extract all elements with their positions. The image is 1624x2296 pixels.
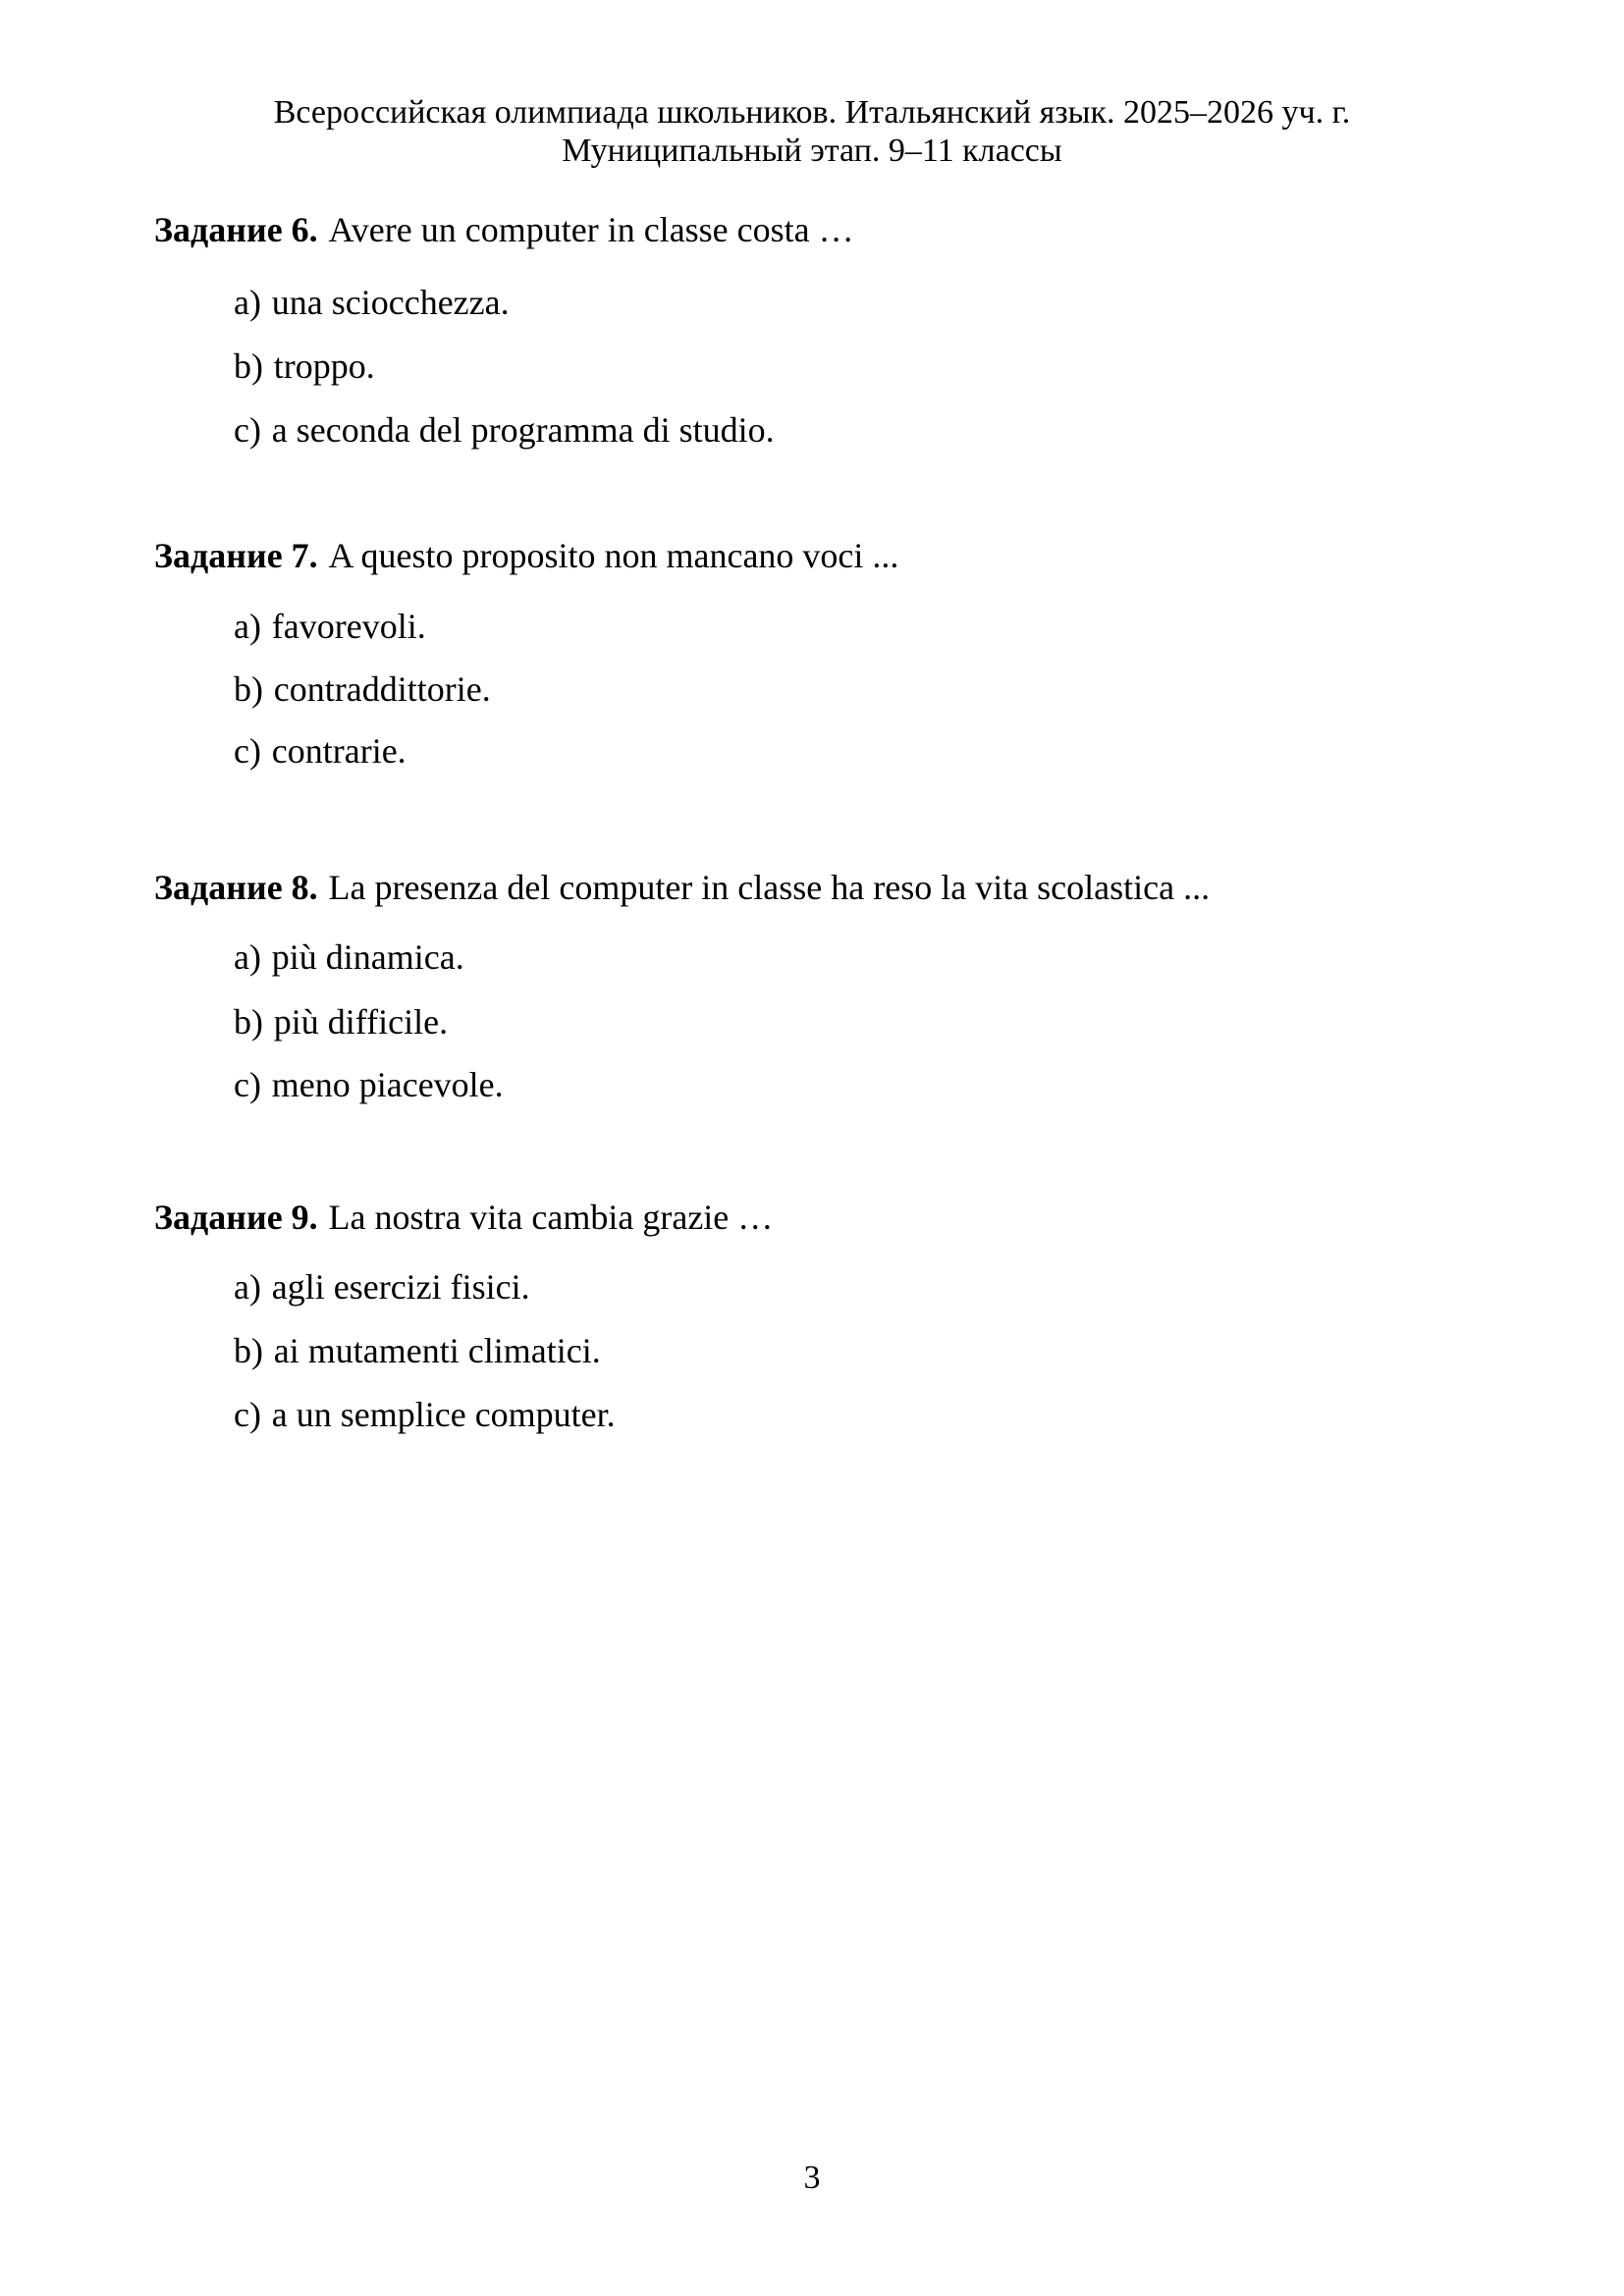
- option-key: c): [234, 410, 261, 450]
- option-key: a): [234, 937, 261, 977]
- option-key: a): [234, 283, 261, 322]
- task-8-prompt: La presenza del computer in classe ha reso la vita scolastica ...: [328, 868, 1211, 907]
- option-text: favorevoli.: [271, 607, 426, 646]
- task-9-option-a: [234, 1269, 530, 1305]
- task-6-option-c: [234, 412, 775, 448]
- task-7-prompt: A questo proposito non mancano voci ...: [328, 536, 899, 575]
- task-6-heading: [154, 212, 854, 247]
- option-key: c): [234, 1395, 261, 1434]
- task-9-option-b: [234, 1333, 601, 1368]
- option-text: contraddittorie.: [273, 669, 491, 709]
- option-text: meno piacevole.: [271, 1065, 504, 1104]
- header-line-1: Всероссийская олимпиада школьников. Итальянский язык. 2025–2026 уч. г.: [273, 94, 1351, 131]
- task-6-prompt: Avere un computer in classe costa …: [328, 210, 854, 249]
- option-key: c): [234, 1065, 261, 1104]
- option-key: c): [234, 731, 261, 771]
- page-number: 3: [803, 2160, 821, 2196]
- task-8-option-a: [234, 939, 464, 975]
- option-text: a un semplice computer.: [271, 1395, 616, 1434]
- task-7-option-a: [234, 609, 426, 644]
- option-key: b): [234, 1002, 263, 1041]
- option-text: troppo.: [273, 347, 375, 386]
- option-key: a): [234, 1267, 261, 1307]
- task-8-option-b: [234, 1004, 448, 1040]
- option-text: a seconda del programma di studio.: [271, 410, 775, 450]
- task-6-option-a: [234, 285, 510, 320]
- task-9-option-c: [234, 1397, 616, 1432]
- option-key: a): [234, 607, 261, 646]
- task-6-option-b: [234, 348, 375, 384]
- option-text: una sciocchezza.: [271, 283, 510, 322]
- option-key: b): [234, 347, 263, 386]
- task-8-heading: [154, 870, 1210, 905]
- task-7-option-c: [234, 733, 406, 769]
- task-9-prompt: La nostra vita cambia grazie …: [328, 1198, 774, 1237]
- option-key: b): [234, 1331, 263, 1370]
- option-text: più difficile.: [273, 1002, 449, 1041]
- option-text: ai mutamenti climatici.: [273, 1331, 601, 1370]
- task-7-heading: [154, 538, 898, 573]
- task-9-heading: [154, 1200, 773, 1235]
- task-9-label: Задание 9.: [154, 1198, 318, 1237]
- option-text: più dinamica.: [271, 937, 464, 977]
- task-7-label: Задание 7.: [154, 536, 318, 575]
- task-6-label: Задание 6.: [154, 210, 318, 249]
- option-key: b): [234, 669, 263, 709]
- task-7-option-b: [234, 671, 491, 707]
- option-text: contrarie.: [271, 731, 406, 771]
- task-8-option-c: [234, 1067, 504, 1102]
- header-line-2: Муниципальный этап. 9–11 классы: [562, 133, 1062, 169]
- task-8-label: Задание 8.: [154, 868, 318, 907]
- option-text: agli esercizi fisici.: [271, 1267, 530, 1307]
